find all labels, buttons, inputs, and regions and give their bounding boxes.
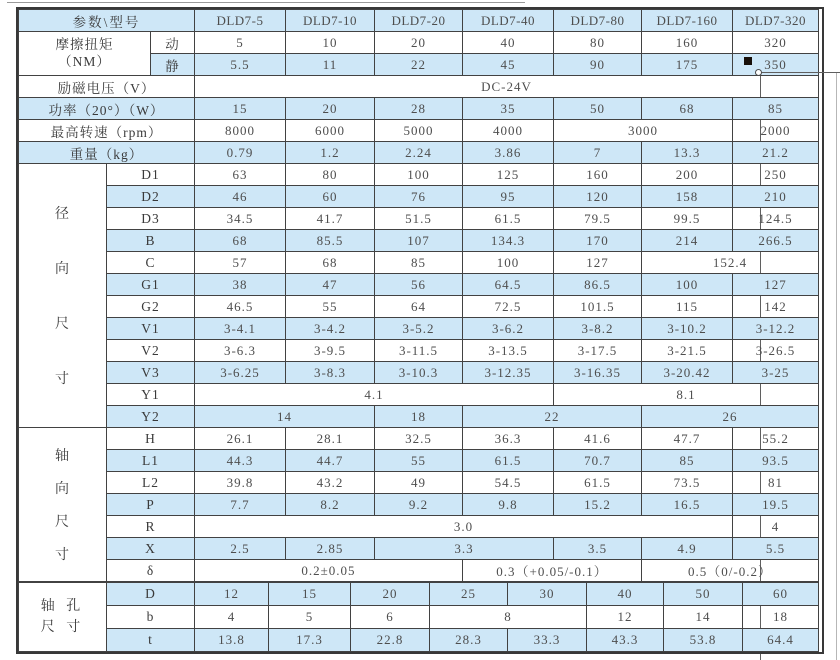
value-cell: 9.2 (375, 494, 463, 516)
value-cell-merged: 0.2±0.05 (195, 560, 463, 582)
model-header: DLD7-40 (463, 10, 554, 32)
value-cell: 320 (733, 32, 819, 54)
value-cell: 18 (375, 406, 463, 428)
value-cell: 33.3 (508, 629, 587, 652)
dim-label: L1 (107, 450, 195, 472)
dim-label: t (107, 629, 195, 652)
value-cell: 70.7 (554, 450, 642, 472)
value-cell: 36.3 (463, 428, 554, 450)
value-cell: 13.3 (642, 142, 733, 164)
value-cell: 9.8 (463, 494, 554, 516)
value-cell: 50 (554, 98, 642, 120)
axial-char: 寸 (55, 548, 70, 564)
row-D2 (19, 186, 819, 208)
value-cell: 25 (430, 583, 508, 606)
shaft-bore-table (18, 582, 819, 652)
value-cell: 18 (743, 606, 819, 629)
friction-torque-text: 摩擦扭矩 (55, 36, 114, 52)
model-header: DLD7-20 (375, 10, 463, 32)
value-cell: 134.3 (463, 230, 554, 252)
value-cell: 3-25 (733, 362, 819, 384)
value-cell: 26.1 (195, 428, 286, 450)
value-cell: 3-20.42 (642, 362, 733, 384)
value-cell: 266.5 (733, 230, 819, 252)
value-cell: 200 (642, 164, 733, 186)
value-cell: 35 (463, 98, 554, 120)
value-cell: 3-9.5 (286, 340, 375, 362)
value-cell: 3-8.3 (286, 362, 375, 384)
value-cell: 55 (375, 450, 463, 472)
value-cell: 3-16.35 (554, 362, 642, 384)
value-cell: 107 (375, 230, 463, 252)
value-cell: 99.5 (642, 208, 733, 230)
dim-label: V3 (107, 362, 195, 384)
value-cell: 73.5 (642, 472, 733, 494)
value-cell: 47.7 (642, 428, 733, 450)
row-weight (19, 142, 819, 164)
value-cell: 100 (463, 252, 554, 274)
dim-label: H (107, 428, 195, 450)
value-cell: 60 (743, 583, 819, 606)
header-row (19, 10, 819, 32)
value-cell: 3.86 (463, 142, 554, 164)
row-V3 (19, 362, 819, 384)
radial-char: 径 (55, 206, 70, 222)
value-cell: 54.5 (463, 472, 554, 494)
dim-label: δ (107, 560, 195, 582)
value-cell: 3-6.25 (195, 362, 286, 384)
value-cell: 46 (195, 186, 286, 208)
value-cell-merged: 8 (430, 606, 587, 629)
power-label: 功率（20°）（W） (19, 98, 195, 120)
value-cell: 13.8 (195, 629, 269, 652)
value-cell: 40 (587, 583, 664, 606)
value-cell: 100 (642, 274, 733, 296)
value-cell: 90 (554, 54, 642, 76)
value-cell: 127 (554, 252, 642, 274)
row-L2 (19, 472, 819, 494)
value-cell: 6000 (286, 120, 375, 142)
value-cell: 80 (286, 164, 375, 186)
row-max-speed (19, 120, 819, 142)
value-cell: 120 (554, 186, 642, 208)
value-cell: 12 (195, 583, 269, 606)
value-cell-merged: 3.0 (195, 516, 733, 538)
bore-label-line2: 尺 寸 (40, 620, 85, 635)
value-cell-merged: 22 (463, 406, 642, 428)
value-cell: 39.8 (195, 472, 286, 494)
dim-label: D (107, 583, 195, 606)
value-cell: 46.5 (195, 296, 286, 318)
row-R (19, 516, 819, 538)
model-header: DLD7-10 (286, 10, 375, 32)
value-cell: 14 (664, 606, 743, 629)
value-cell: 170 (554, 230, 642, 252)
dim-label: Y2 (107, 406, 195, 428)
value-cell: 19.5 (733, 494, 819, 516)
radial-char: 寸 (55, 372, 70, 388)
value-cell: 3-8.2 (554, 318, 642, 340)
value-cell-merged: 3.3 (375, 538, 554, 560)
dim-label: C (107, 252, 195, 274)
row-L1 (19, 450, 819, 472)
sub-label-dynamic: 动 (151, 32, 195, 54)
weight-label: 重量（kg） (19, 142, 195, 164)
main-spec-table (18, 9, 819, 582)
dim-label: G1 (107, 274, 195, 296)
value-cell: 5.5 (195, 54, 286, 76)
row-delta (19, 560, 819, 582)
value-cell: 3-10.3 (375, 362, 463, 384)
value-cell: 79.5 (554, 208, 642, 230)
value-cell: 1.2 (286, 142, 375, 164)
value-cell: 125 (463, 164, 554, 186)
value-cell-merged: 3000 (554, 120, 733, 142)
value-cell: 2.85 (286, 538, 375, 560)
value-cell: 8.2 (286, 494, 375, 516)
value-cell: 85 (733, 98, 819, 120)
row-D3 (19, 208, 819, 230)
value-cell: 160 (642, 32, 733, 54)
row-G2 (19, 296, 819, 318)
value-cell: 64 (375, 296, 463, 318)
value-cell: 85 (642, 450, 733, 472)
value-cell-merged: 0.5（0/-0.2） (642, 560, 819, 582)
value-cell: 32.5 (375, 428, 463, 450)
row-G1 (19, 274, 819, 296)
value-cell: 28.1 (286, 428, 375, 450)
value-cell-merged: 152.4 (642, 252, 819, 274)
value-cell: 43.2 (286, 472, 375, 494)
value-cell: 3-5.2 (375, 318, 463, 340)
value-cell: 38 (195, 274, 286, 296)
value-cell: 3-13.5 (463, 340, 554, 362)
row-Y1 (19, 384, 819, 406)
annotation-horizontal-line (756, 72, 840, 73)
model-header: DLD7-160 (642, 10, 733, 32)
value-cell: 85.5 (286, 230, 375, 252)
value-cell: 34.5 (195, 208, 286, 230)
value-cell: 3-11.5 (375, 340, 463, 362)
value-cell: 64.5 (463, 274, 554, 296)
value-cell: 55 (286, 296, 375, 318)
value-cell: 45 (463, 54, 554, 76)
value-cell: 20 (375, 32, 463, 54)
section-label-bore (19, 583, 107, 652)
page-top-rule (7, 2, 525, 3)
value-cell-merged: 26 (642, 406, 819, 428)
row-bore-b (19, 606, 819, 629)
value-cell: 15 (269, 583, 351, 606)
max-speed-label: 最高转速（rpm） (19, 120, 195, 142)
value-cell: 214 (642, 230, 733, 252)
value-cell: 100 (375, 164, 463, 186)
value-cell: 30 (508, 583, 587, 606)
value-cell: 4 (195, 606, 269, 629)
dim-label: L2 (107, 472, 195, 494)
dim-label: Y1 (107, 384, 195, 406)
radial-char: 向 (55, 261, 70, 277)
value-cell: 15.2 (554, 494, 642, 516)
row-P (19, 494, 819, 516)
value-cell: 22.8 (351, 629, 430, 652)
value-cell: 64.4 (743, 629, 819, 652)
voltage-label: 励磁电压（V） (19, 76, 195, 98)
bore-label-line1: 轴 孔 (40, 599, 85, 614)
value-cell: 127 (733, 274, 819, 296)
value-cell: 28 (375, 98, 463, 120)
value-cell: 350 (733, 54, 819, 76)
value-cell: 93.5 (733, 450, 819, 472)
value-cell: 17.3 (269, 629, 351, 652)
value-cell: 86.5 (554, 274, 642, 296)
value-cell: 0.79 (195, 142, 286, 164)
value-cell: 41.6 (554, 428, 642, 450)
sub-label-static: 静 (151, 54, 195, 76)
value-cell: 5 (195, 32, 286, 54)
value-cell: 7.7 (195, 494, 286, 516)
value-cell: 142 (733, 296, 819, 318)
axial-char: 轴 (55, 448, 70, 464)
selection-handle-square-icon (744, 57, 752, 65)
value-cell: 3-21.5 (642, 340, 733, 362)
value-cell: 4 (733, 516, 819, 538)
value-cell: 124.5 (733, 208, 819, 230)
dim-label: D3 (107, 208, 195, 230)
row-H (19, 428, 819, 450)
dim-label: G2 (107, 296, 195, 318)
dim-label: R (107, 516, 195, 538)
value-cell: 15 (195, 98, 286, 120)
value-cell: 16.5 (642, 494, 733, 516)
value-cell: 41.7 (286, 208, 375, 230)
value-cell: 4.9 (642, 538, 733, 560)
value-cell: 3-17.5 (554, 340, 642, 362)
value-cell: 20 (286, 98, 375, 120)
value-cell: 3-6.3 (195, 340, 286, 362)
value-cell: 43.3 (587, 629, 664, 652)
value-cell: 3-10.2 (642, 318, 733, 340)
value-cell: 40 (463, 32, 554, 54)
value-cell: 50 (664, 583, 743, 606)
value-cell-merged: 0.3（+0.05/-0.1） (463, 560, 642, 582)
model-header: DLD7-320 (733, 10, 819, 32)
radial-vertical-label (19, 168, 106, 424)
value-cell: 61.5 (463, 208, 554, 230)
value-cell: 63 (195, 164, 286, 186)
value-cell: 5.5 (733, 538, 819, 560)
value-cell: 3-4.1 (195, 318, 286, 340)
value-cell: 12 (587, 606, 664, 629)
dim-label: D1 (107, 164, 195, 186)
value-cell: 81 (733, 472, 819, 494)
value-cell: 68 (286, 252, 375, 274)
model-header: DLD7-80 (554, 10, 642, 32)
axial-char: 尺 (55, 515, 70, 531)
value-cell: 76 (375, 186, 463, 208)
value-cell: 250 (733, 164, 819, 186)
value-cell: 56 (375, 274, 463, 296)
section-label-axial (19, 428, 107, 582)
value-cell: 44.3 (195, 450, 286, 472)
value-cell: 101.5 (554, 296, 642, 318)
header-corner: 参数\型号 (19, 10, 195, 32)
row-D1 (19, 164, 819, 186)
value-cell: 5000 (375, 120, 463, 142)
value-cell: 61.5 (463, 450, 554, 472)
dim-label: D2 (107, 186, 195, 208)
row-bore-D (19, 583, 819, 606)
value-cell: 4000 (463, 120, 554, 142)
value-cell: 7 (554, 142, 642, 164)
value-cell: 2.24 (375, 142, 463, 164)
row-Y2 (19, 406, 819, 428)
row-V1 (19, 318, 819, 340)
value-cell: 210 (733, 186, 819, 208)
dim-label: V2 (107, 340, 195, 362)
value-cell: 3-12.35 (463, 362, 554, 384)
radial-char: 尺 (55, 317, 70, 333)
value-cell-merged: 14 (195, 406, 375, 428)
value-cell: 2.5 (195, 538, 286, 560)
dim-label: V1 (107, 318, 195, 340)
row-power (19, 98, 819, 120)
row-bore-t (19, 629, 819, 652)
value-cell: 3-6.2 (463, 318, 554, 340)
page-edge-line (836, 72, 837, 660)
dim-label: B (107, 230, 195, 252)
value-cell: 2000 (733, 120, 819, 142)
value-cell: 3.5 (554, 538, 642, 560)
value-cell: 158 (642, 186, 733, 208)
value-cell: 95 (463, 186, 554, 208)
value-cell: 60 (286, 186, 375, 208)
dim-label: X (107, 538, 195, 560)
value-cell: 175 (642, 54, 733, 76)
value-cell: 10 (286, 32, 375, 54)
value-cell: 21.2 (733, 142, 819, 164)
value-cell: 68 (195, 230, 286, 252)
value-cell: 49 (375, 472, 463, 494)
row-V2 (19, 340, 819, 362)
value-cell: 115 (642, 296, 733, 318)
value-cell: 57 (195, 252, 286, 274)
axial-vertical-label (19, 432, 106, 578)
row-voltage (19, 76, 819, 98)
value-cell: 80 (554, 32, 642, 54)
value-cell: 5 (269, 606, 351, 629)
value-cell: 61.5 (554, 472, 642, 494)
row-C (19, 252, 819, 274)
value-cell: 20 (351, 583, 430, 606)
selection-handle-circle-icon (755, 69, 762, 76)
value-cell: 47 (286, 274, 375, 296)
axial-char: 向 (55, 481, 70, 497)
value-cell: 3-12.2 (733, 318, 819, 340)
value-cell: 6 (351, 606, 430, 629)
row-B (19, 230, 819, 252)
value-cell: 85 (375, 252, 463, 274)
voltage-value: DC-24V (195, 76, 819, 98)
value-cell: 51.5 (375, 208, 463, 230)
section-label-radial (19, 164, 107, 428)
value-cell: 28.3 (430, 629, 508, 652)
value-cell: 53.8 (664, 629, 743, 652)
model-header: DLD7-5 (195, 10, 286, 32)
row-friction-dynamic (19, 32, 819, 54)
friction-torque-label (19, 32, 151, 76)
value-cell-merged: 4.1 (195, 384, 554, 406)
value-cell: 72.5 (463, 296, 554, 318)
spec-table-wrapper (16, 7, 824, 654)
value-cell: 8000 (195, 120, 286, 142)
row-X (19, 538, 819, 560)
value-cell: 3-4.2 (286, 318, 375, 340)
value-cell: 68 (642, 98, 733, 120)
dim-label: P (107, 494, 195, 516)
friction-torque-unit: （NM） (58, 53, 111, 69)
value-cell: 3-26.5 (733, 340, 819, 362)
value-cell: 44.7 (286, 450, 375, 472)
value-cell: 160 (554, 164, 642, 186)
value-cell-merged: 8.1 (554, 384, 819, 406)
value-cell: 22 (375, 54, 463, 76)
value-cell: 11 (286, 54, 375, 76)
dim-label: b (107, 606, 195, 629)
value-cell: 55.2 (733, 428, 819, 450)
